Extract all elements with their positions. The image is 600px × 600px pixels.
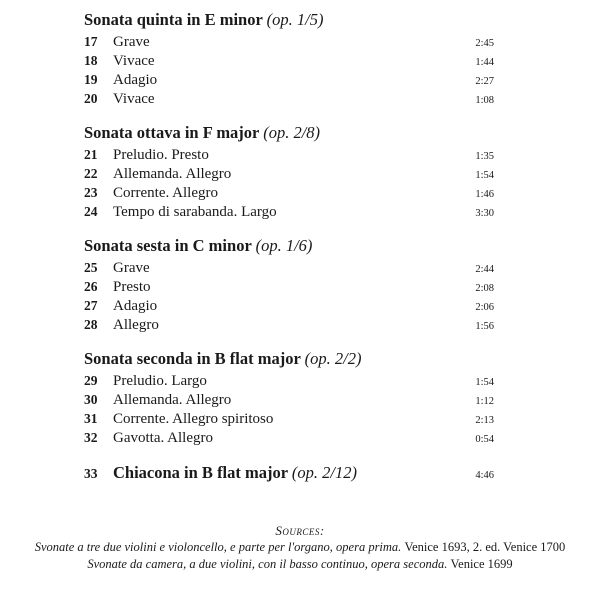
track-duration: 1:44 — [475, 57, 494, 68]
track-number: 27 — [84, 298, 98, 313]
track-row — [84, 183, 494, 202]
track-duration: 3:30 — [475, 208, 494, 219]
source-detail: Venice 1699 — [450, 557, 513, 571]
track-name: Adagio — [113, 298, 158, 314]
track-name: Tempo di sarabanda. Largo — [113, 204, 277, 220]
track-duration: 1:54 — [475, 377, 494, 388]
track-duration: 2:44 — [475, 264, 494, 275]
sources-block — [0, 522, 600, 573]
track-number: 17 — [84, 34, 98, 49]
track-row — [84, 390, 494, 409]
sonata-title-text: Sonata quinta in E minor — [84, 10, 263, 29]
source-line — [0, 539, 600, 556]
track-name: Grave — [113, 34, 150, 50]
track-row — [84, 428, 494, 447]
sonata-title-text: Sonata ottava in F major — [84, 123, 260, 142]
tracklist — [84, 10, 494, 484]
track-name: Corrente. Allegro — [113, 185, 218, 201]
track-duration: 1:35 — [475, 151, 494, 162]
track-duration: 2:06 — [475, 302, 494, 313]
track-row — [84, 258, 494, 277]
track-duration: 4:46 — [475, 470, 494, 481]
source-title: Svonate da camera, a due violini, con il basso continuo, opera seconda. — [87, 557, 448, 571]
track-name: Preludio. Largo — [113, 373, 207, 389]
track-row — [84, 51, 494, 70]
track-number: 25 — [84, 260, 98, 275]
track-name: Vivace — [113, 53, 155, 69]
track-row — [84, 70, 494, 89]
track-number: 33 — [84, 466, 98, 481]
sonata-group — [84, 236, 494, 334]
opus-number: (op. 1/6) — [255, 236, 313, 255]
track-row — [84, 296, 494, 315]
track-number: 22 — [84, 166, 98, 181]
sonata-group — [84, 10, 494, 108]
track-name: Allemanda. Allegro — [113, 166, 232, 182]
track-duration: 0:54 — [475, 434, 494, 445]
source-title: Svonate a tre due violini e violoncello, e parte per l'organo, opera prima. — [34, 540, 402, 554]
track-row — [84, 202, 494, 221]
track-duration: 1:08 — [475, 95, 494, 106]
track-duration: 2:27 — [475, 76, 494, 87]
track-row — [84, 315, 494, 334]
opus-number: (op. 2/8) — [263, 123, 321, 142]
track-name: Presto — [113, 279, 151, 295]
track-number: 30 — [84, 392, 98, 407]
chiacona-title — [113, 462, 434, 484]
track-duration: 1:12 — [475, 396, 494, 407]
track-number: 21 — [84, 147, 98, 162]
track-duration: 1:56 — [475, 321, 494, 332]
source-line — [0, 556, 600, 573]
track-row — [84, 277, 494, 296]
track-name: Corrente. Allegro spiritoso — [113, 411, 274, 427]
track-row — [84, 89, 494, 108]
opus-number: (op. 1/5) — [266, 10, 324, 29]
sources-heading: Sources: — [275, 523, 325, 538]
track-name: Adagio — [113, 72, 158, 88]
track-number: 19 — [84, 72, 98, 87]
track-number: 23 — [84, 185, 98, 200]
sonata-title-text: Sonata sesta in C minor — [84, 236, 252, 255]
sonata-title-text: Sonata seconda in B flat major — [84, 349, 301, 368]
sonata-group — [84, 349, 494, 447]
track-duration: 2:13 — [475, 415, 494, 426]
track-row — [84, 371, 494, 390]
track-number: 26 — [84, 279, 98, 294]
track-name: Preludio. Presto — [113, 147, 209, 163]
sonata-group — [84, 123, 494, 221]
track-number: 29 — [84, 373, 98, 388]
track-duration: 1:46 — [475, 189, 494, 200]
chiacona-row — [84, 462, 494, 484]
track-duration: 1:54 — [475, 170, 494, 181]
sonata-title — [84, 123, 494, 145]
track-name: Allemanda. Allegro — [113, 392, 232, 408]
opus-number: (op. 2/2) — [304, 349, 362, 368]
opus-number: (op. 2/12) — [291, 463, 357, 482]
chiacona-title-text: Chiacona in B flat major — [113, 463, 288, 482]
track-number: 32 — [84, 430, 98, 445]
source-detail: Venice 1693, 2. ed. Venice 1700 — [404, 540, 566, 554]
track-number: 20 — [84, 91, 98, 106]
sonata-title — [84, 349, 494, 371]
track-row — [84, 32, 494, 51]
track-name: Gavotta. Allegro — [113, 430, 213, 446]
track-number: 31 — [84, 411, 98, 426]
track-row — [84, 145, 494, 164]
track-number: 18 — [84, 53, 98, 68]
track-number: 28 — [84, 317, 98, 332]
track-duration: 2:45 — [475, 38, 494, 49]
track-number: 24 — [84, 204, 98, 219]
track-row — [84, 409, 494, 428]
track-name: Vivace — [113, 91, 155, 107]
track-name: Grave — [113, 260, 150, 276]
sonata-title — [84, 236, 494, 258]
track-row — [84, 164, 494, 183]
track-duration: 2:08 — [475, 283, 494, 294]
track-name: Allegro — [113, 317, 159, 333]
sonata-title — [84, 10, 494, 32]
